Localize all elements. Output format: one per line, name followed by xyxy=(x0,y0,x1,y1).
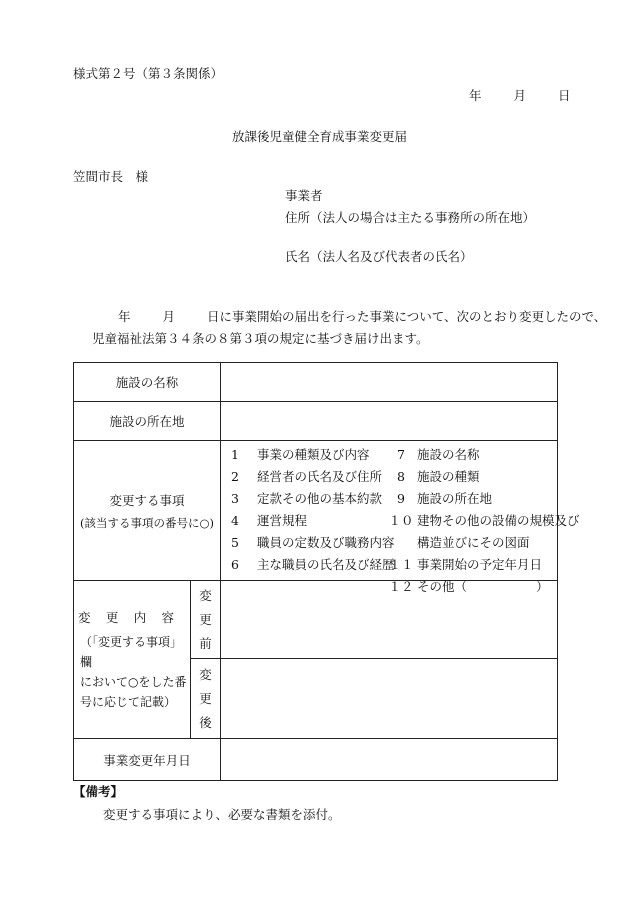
body-year: 年 xyxy=(118,309,131,324)
body-line-1 xyxy=(118,307,606,325)
date-month: 月 xyxy=(513,88,526,103)
date-day: 日 xyxy=(557,88,571,103)
facility-name-label: 施設の名称 xyxy=(115,375,179,390)
change-item-4[interactable]: 4 運営規程 xyxy=(231,513,308,528)
change-item-7[interactable]: 7 施設の名称 xyxy=(397,447,480,462)
change-content-label-cell xyxy=(74,581,191,739)
change-items-list xyxy=(221,441,580,594)
change-after-value[interactable] xyxy=(221,659,558,739)
body-month: 月 xyxy=(162,309,175,324)
change-item-10-cont: 構造並びにその図面 xyxy=(417,535,530,550)
facility-location-value[interactable] xyxy=(221,402,558,441)
applicant-address: 住所（法人の場合は主たる事務所の所在地） xyxy=(285,210,536,225)
change-date-label: 事業変更年月日 xyxy=(103,752,191,768)
change-item-1[interactable]: 1 事業の種類及び内容 xyxy=(231,447,370,462)
change-items-note: (該当する事項の番号に○) xyxy=(79,515,214,530)
applicant-name: 氏名（法人名及び代表者の氏名） xyxy=(285,249,473,264)
change-item-9[interactable]: 9 施設の所在地 xyxy=(397,491,493,506)
change-item-10[interactable]: １０ 建物その他の設備の規模及び xyxy=(388,513,580,528)
change-item-12-close: ） xyxy=(536,579,549,594)
addressee: 笠間市長 様 xyxy=(73,169,149,184)
body-line-2: 児童福祉法第３４条の８第３項の規定に基づき届け出ます。 xyxy=(92,331,429,346)
change-form-table xyxy=(73,362,580,781)
change-item-6[interactable]: 6 主な職員の氏名及び経歴 xyxy=(231,557,395,572)
facility-location-label-cell xyxy=(74,402,221,441)
facility-name-value[interactable] xyxy=(221,363,558,402)
body-rest: 日に事業開始の届出を行った事業について、次のとおり変更したので、 xyxy=(206,309,607,324)
change-item-2[interactable]: 2 経営者の氏名及び住所 xyxy=(231,469,383,484)
change-item-8[interactable]: 8 施設の種類 xyxy=(397,469,480,484)
facility-location-label: 施設の所在地 xyxy=(109,414,185,429)
change-item-11[interactable]: １１ 事業開始の予定年月日 xyxy=(388,557,543,572)
change-items-label: 変更する事項 xyxy=(109,492,185,508)
change-date-label-cell xyxy=(74,739,221,781)
date-line xyxy=(469,86,570,104)
remarks-title: 【備考】 xyxy=(73,784,124,799)
change-content-label: 変 更 内 容 xyxy=(78,609,174,625)
row-change-items xyxy=(74,441,558,581)
change-content-note: （「変更する事項」欄 において○をした番 号に応じて記載） xyxy=(80,634,187,709)
date-year: 年 xyxy=(469,88,482,103)
change-item-12[interactable]: １２ その他（ xyxy=(388,579,468,594)
change-date-value[interactable] xyxy=(221,739,558,781)
change-item-5[interactable]: 5 職員の定数及び職務内容 xyxy=(231,535,395,550)
change-items-label-cell xyxy=(74,441,221,581)
row-change-date xyxy=(74,739,558,781)
change-item-3[interactable]: 3 定款その他の基本約款 xyxy=(231,491,383,506)
row-facility-name xyxy=(74,363,558,402)
row-change-before xyxy=(74,581,558,659)
document-title: 放課後児童健全育成事業変更届 xyxy=(232,129,408,144)
row-facility-location xyxy=(74,402,558,441)
before-label: 変 更 前 xyxy=(191,581,221,659)
form-number: 様式第２号（第３条関係） xyxy=(73,66,224,81)
facility-name-label-cell xyxy=(74,363,221,402)
applicant-label: 事業者 xyxy=(285,188,323,203)
remarks-text: 変更する事項により、必要な書類を添付。 xyxy=(103,807,341,822)
after-label: 変 更 後 xyxy=(191,659,221,739)
